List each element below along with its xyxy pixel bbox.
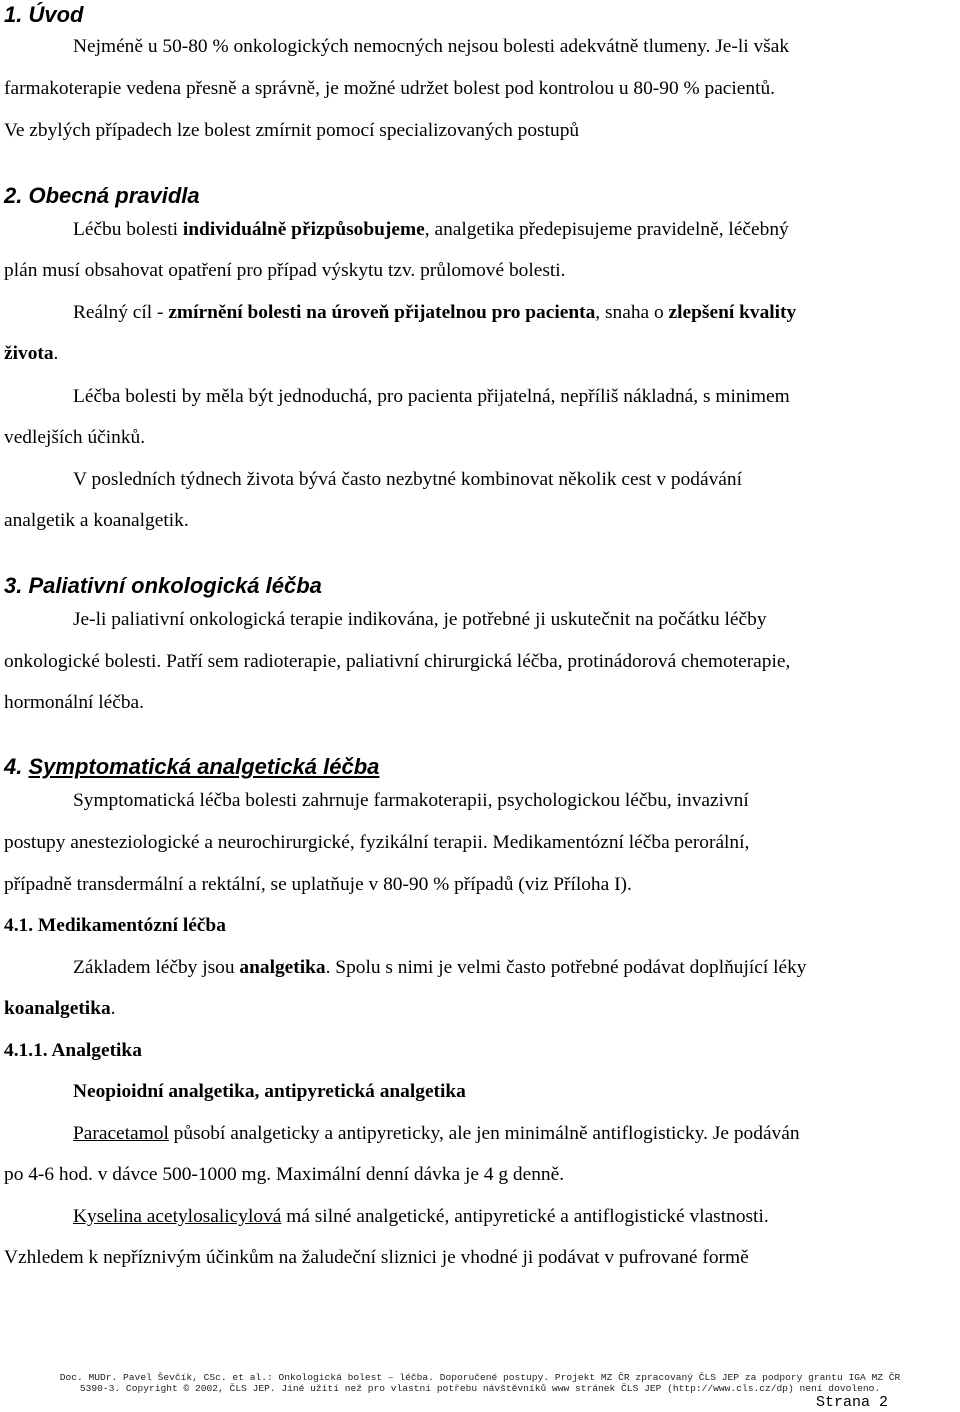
paragraph-line: analgetik a koanalgetik. (4, 510, 189, 531)
heading-number: 4. (4, 754, 29, 779)
text-run: . Spolu s nimi je velmi často potřebné podávat doplňující léky (325, 957, 807, 978)
text-run: Základem léčby jsou (73, 957, 240, 978)
subsection-heading: 4.1.1. Analgetika (4, 1040, 142, 1061)
page-number: Strana 2 (815, 1394, 888, 1411)
section-heading-obecna-pravidla: 2. Obecná pravidla (4, 183, 200, 208)
subsection-heading: 4.1. Medikamentózní léčba (4, 915, 226, 936)
section-heading-paliativni: 3. Paliativní onkologická léčba (4, 573, 322, 598)
paragraph-line: vedlejších účinků. (4, 427, 146, 448)
section-heading-symptomaticka (4, 753, 379, 781)
section-heading-uvod: 1. Úvod (4, 2, 84, 27)
paragraph-line: Nejméně u 50-80 % onkologických nemocných nejsou bolesti adekvátně tlumeny. Je-li však (73, 36, 790, 57)
paragraph-line: farmakoterapie vedena přesně a správně, je možné udržet bolest pod kontrolou u 80-90 % pacientů. (4, 78, 776, 99)
text-run: , snaha o (595, 302, 669, 323)
paragraph-line: případně transdermální a rektální, se uplatňuje v 80-90 % případů (viz Příloha I). (4, 874, 632, 895)
text-run: má silné analgetické, antipyretické a antiflogistické vlastnosti. (281, 1206, 769, 1227)
paragraph-line: hormonální léčba. (4, 692, 144, 713)
footer-line: 5390-3. Copyright © 2002, ČLS JEP. Jiné užití než pro vlastní potřebu návštěvníků www stránek ČLS JEP (http://www.cls.cz/dp) není dovoleno. (79, 1383, 881, 1394)
paragraph-line: Ve zbylých případech lze bolest zmírnit pomocí specializovaných postupů (4, 120, 580, 141)
text-run: Léčbu bolesti (73, 219, 183, 240)
bold-text-run: zmírnění bolesti na úroveň přijatelnou pro pacienta (168, 302, 596, 323)
bold-text-run: analgetika (239, 957, 326, 978)
footer-line: Doc. MUDr. Pavel Ševčík, CSc. et al.: Onkologická bolest – léčba. Doporučené postupy. Projekt MZ ČR zpracovaný ČLS JEP za podpory grantu IGA MZ ČR (59, 1372, 901, 1383)
paragraph-line: Je-li paliativní onkologická terapie indikována, je potřebné ji uskutečnit na počátku léčby (73, 609, 767, 630)
heading-title: Symptomatická analgetická léčba (28, 754, 380, 779)
paragraph-line: V posledních týdnech života bývá často nezbytné kombinovat několik cest v podávání (73, 469, 742, 490)
paragraph-line: onkologické bolesti. Patří sem radioterapie, paliativní chirurgická léčba, protinádorová chemoterapie, (4, 651, 791, 672)
bold-text-run: života (4, 343, 54, 364)
text-run: Reálný cíl - (73, 302, 169, 323)
paragraph-line: plán musí obsahovat opatření pro případ výskytu tzv. průlomové bolesti. (4, 260, 566, 281)
paragraph-line: Symptomatická léčba bolesti zahrnuje farmakoterapii, psychologickou léčbu, invazivní (73, 790, 749, 811)
text-run: , analgetika předepisujeme pravidelně, léčebný (424, 219, 789, 240)
underlined-text-run: Paracetamol (73, 1123, 169, 1144)
paragraph-line (73, 1121, 800, 1147)
underlined-text-run: Kyselina acetylosalicylová (73, 1206, 282, 1227)
bold-text-run: koanalgetika (4, 998, 111, 1019)
paragraph-line (4, 341, 58, 367)
paragraph-line: po 4-6 hod. v dávce 500-1000 mg. Maximální denní dávka je 4 g denně. (4, 1164, 565, 1185)
text-run: . (110, 998, 116, 1019)
paragraph-line (73, 955, 807, 981)
paragraph-line: Léčba bolesti by měla být jednoduchá, pro pacienta přijatelná, nepříliš nákladná, s minimem (73, 386, 790, 407)
text-run: . (53, 343, 59, 364)
bold-text-run: zlepšení kvality (668, 302, 797, 323)
subsection-heading: Neopioidní analgetika, antipyretická analgetika (73, 1081, 466, 1102)
bold-text-run: individuálně přizpůsobujeme (182, 219, 425, 240)
paragraph-line (73, 217, 789, 243)
paragraph-line (73, 1204, 769, 1230)
text-run: působí analgeticky a antipyreticky, ale jen minimálně antiflogisticky. Je podáván (168, 1123, 800, 1144)
paragraph-line: Vzhledem k nepříznivým účinkům na žaludeční sliznici je vhodné ji podávat v pufrované formě (4, 1247, 749, 1268)
paragraph-line (4, 996, 116, 1022)
paragraph-line: postupy anesteziologické a neurochirurgické, fyzikální terapii. Medikamentózní léčba perorální, (4, 832, 750, 853)
paragraph-line (73, 300, 796, 326)
